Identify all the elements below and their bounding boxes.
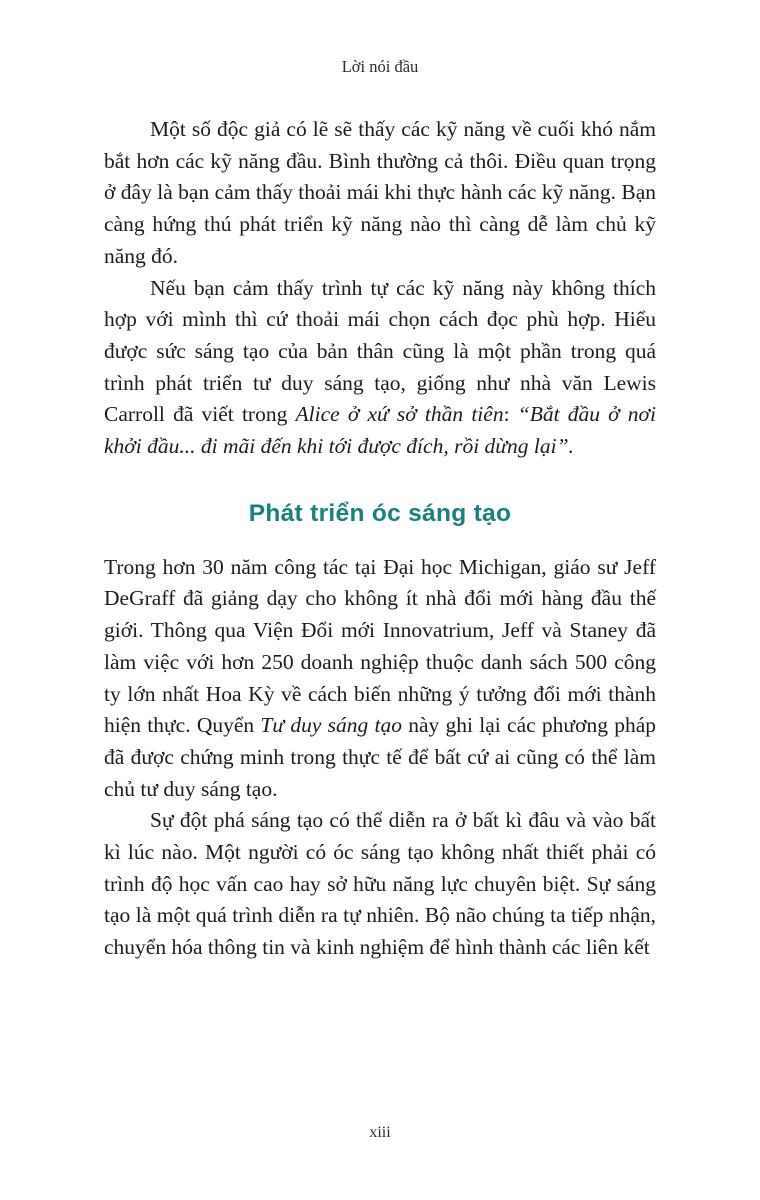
paragraph <box>104 114 656 273</box>
paragraph <box>104 552 656 806</box>
section-heading: Phát triển óc sáng tạo <box>248 499 512 527</box>
body-text: : <box>503 402 518 427</box>
italic-text: Alice ở xứ sở thần tiên <box>295 402 504 427</box>
body-text: Nếu bạn cảm thấy trình tự các kỹ năng này không thích hợp với mình thì cứ thoải mái chọn cách đọc phù hợp. Hiểu được sức sáng tạo của bản thân cũng là một phần trong quá trình phát triển tư duy sáng tạo, giống như nhà văn Lewis Carroll đã viết trong <box>104 275 656 427</box>
paragraph <box>104 805 656 964</box>
page-body <box>104 114 656 964</box>
page-number: xiii <box>369 1124 391 1141</box>
italic-text: “Bắt đầu ở nơi khởi đầu... đi mãi đến khi tới được đích, rồi dừng lại”. <box>104 402 656 459</box>
body-text: Một số độc giả có lẽ sẽ thấy các kỹ năng về cuối khó nắm bắt hơn các kỹ năng đầu. Bình thường cả thôi. Điều quan trọng ở đây là bạn cảm thấy thoải mái khi thực hành các kỹ năng. Bạn càng hứng thú phát triển kỹ năng nào thì càng dễ làm chủ kỹ năng đó. <box>104 117 656 268</box>
body-text: Sự đột phá sáng tạo có thể diễn ra ở bất kì đâu và vào bất kì lúc nào. Một người có óc sáng tạo không nhất thiết phải có trình độ học vấn cao hay sở hữu năng lực chuyên biệt. Sự sáng tạo là một quá trình diễn ra tự nhiên. Bộ não chúng ta tiếp nhận, chuyển hóa thông tin và kinh nghiệm để hình thành các liên kết <box>104 808 656 960</box>
italic-text: Tư duy sáng tạo <box>260 713 402 738</box>
body-text: Trong hơn 30 năm công tác tại Đại học Michigan, giáo sư Jeff DeGraff đã giảng dạy cho không ít nhà đổi mới hàng đầu thế giới. Thông qua Viện Đổi mới Innovatrium, Jeff và Staney đã làm việc với hơn 250 doanh nghiệp thuộc danh sách 500 công ty lớn nhất Hoa Kỳ về cách biến những ý tưởng đổi mới thành hiện thực. Quyển <box>104 554 656 738</box>
paragraph <box>104 273 656 463</box>
running-head: Lời nói đầu <box>341 57 419 76</box>
body-text: này ghi lại các phương pháp đã được chứng minh trong thực tế để bất cứ ai cũng có thể làm chủ tư duy sáng tạo. <box>104 713 656 801</box>
